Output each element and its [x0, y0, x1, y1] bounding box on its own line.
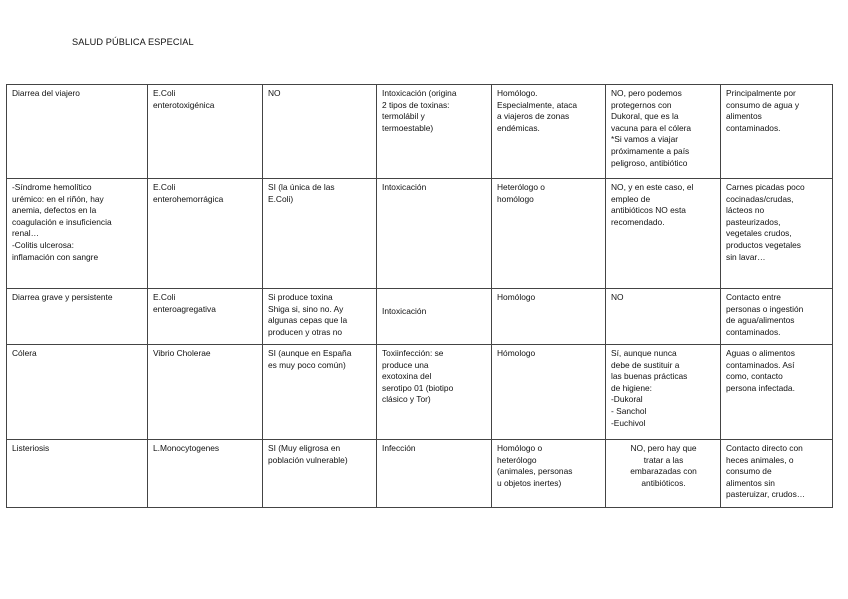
cell-transmission: Aguas o alimentos contaminados. Así como, contacto persona infectada.	[721, 345, 833, 440]
cell-transmission: Contacto directo con heces animales, o consumo de alimentos sin pasteruizar, crudos…	[721, 440, 833, 508]
cell-agent: E.Coli enterotoxigénica	[148, 85, 263, 179]
cell-host: Heterólogo o homólogo	[492, 179, 606, 289]
cell-host: Homólogo o heterólogo (animales, personas u objetos inertes)	[492, 440, 606, 508]
cell-vaccine: NO	[606, 289, 721, 345]
cell-toxin: NO	[263, 85, 377, 179]
cell-transmission: Contacto entre personas o ingestión de agua/alimentos contaminados.	[721, 289, 833, 345]
cell-disease: Diarrea grave y persistente	[7, 289, 148, 345]
cell-disease: Listeriosis	[7, 440, 148, 508]
document-title: SALUD PÚBLICA ESPECIAL	[72, 37, 194, 47]
cell-host: Homólogo	[492, 289, 606, 345]
cell-vaccine: NO, pero podemos protegernos con Dukoral, que es la vacuna para el cólera *Si vamos a viajar próximamente a país peligroso, antibiótico	[606, 85, 721, 179]
cell-mechanism: Infección	[377, 440, 492, 508]
cell-mechanism: Intoxicación	[377, 179, 492, 289]
cell-agent: Vibrio Cholerae	[148, 345, 263, 440]
table-row	[7, 289, 833, 345]
cell-mechanism: Intoxicación (origina 2 tipos de toxinas: termolábil y termoestable)	[377, 85, 492, 179]
cell-vaccine: NO, y en este caso, el empleo de antibióticos NO esta recomendado.	[606, 179, 721, 289]
cell-agent: L.Monocytogenes	[148, 440, 263, 508]
pathogen-table	[6, 84, 833, 508]
cell-transmission: Principalmente por consumo de agua y alimentos contaminados.	[721, 85, 833, 179]
cell-agent: E.Coli enteroagregativa	[148, 289, 263, 345]
cell-disease: -Síndrome hemolítico urémico: en el riñón, hay anemia, defectos en la coagulación e insuficiencia renal… -Colitis ulcerosa: inflamación con sangre	[7, 179, 148, 289]
table-row	[7, 179, 833, 289]
cell-mechanism: Toxiinfección: se produce una exotoxina del serotipo 01 (biotipo clásico y Tor)	[377, 345, 492, 440]
cell-transmission: Carnes picadas poco cocinadas/crudas, lácteos no pasteurizados, vegetales crudos, productos vegetales sin lavar…	[721, 179, 833, 289]
table-row	[7, 345, 833, 440]
table-row	[7, 440, 833, 508]
cell-toxin: Si produce toxina Shiga si, sino no. Ay algunas cepas que la producen y otras no	[263, 289, 377, 345]
cell-vaccine: NO, pero hay que tratar a las embarazadas con antibióticos.	[606, 440, 721, 508]
cell-agent: E.Coli enterohemorrágica	[148, 179, 263, 289]
cell-toxin: SI (Muy eligrosa en población vulnerable)	[263, 440, 377, 508]
cell-host: Homólogo. Especialmente, ataca a viajeros de zonas endémicas.	[492, 85, 606, 179]
cell-toxin: SI (la única de las E.Coli)	[263, 179, 377, 289]
cell-disease: Diarrea del viajero	[7, 85, 148, 179]
cell-disease: Cólera	[7, 345, 148, 440]
cell-host: Hómologo	[492, 345, 606, 440]
cell-mechanism: Intoxicación	[377, 289, 492, 345]
cell-vaccine: Sí, aunque nunca debe de sustituir a las buenas prácticas de higiene: -Dukoral - Sanchol -Euchivol	[606, 345, 721, 440]
cell-toxin: SI (aunque en España es muy poco común)	[263, 345, 377, 440]
table-row	[7, 85, 833, 179]
